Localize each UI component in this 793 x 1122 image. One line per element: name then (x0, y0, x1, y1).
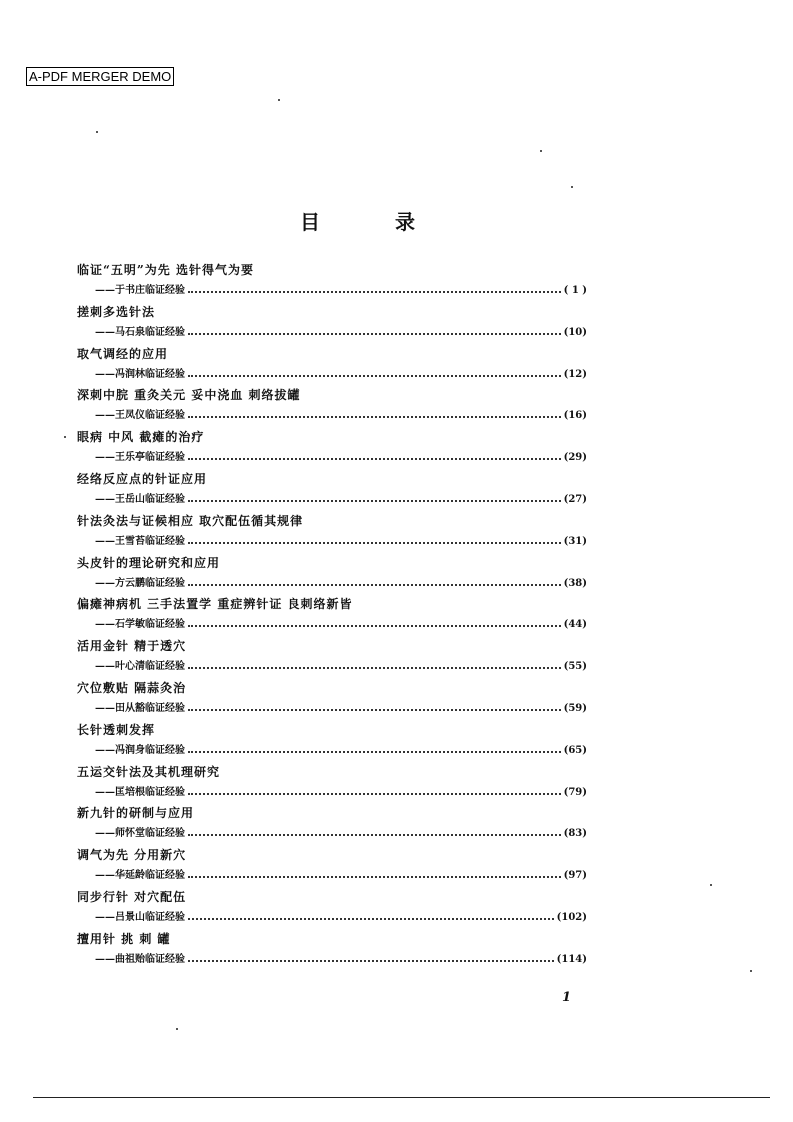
scan-speck (176, 1028, 178, 1030)
dot-leader (188, 743, 561, 753)
entry-author: ——师怀堂临证经验 (95, 828, 185, 840)
dot-leader (188, 910, 554, 920)
entry-author: ——华延龄临证经验 (95, 870, 185, 882)
entry-title: 取气调经的应用 (77, 346, 169, 361)
entry-author: ——石学敏临证经验 (95, 619, 185, 631)
entry-line (95, 576, 587, 591)
entry-title: 经络反应点的针证应用 (77, 471, 208, 486)
entry-author: ——王岳山临证经验 (95, 493, 185, 505)
footer-rule (33, 1097, 770, 1098)
toc-entry (77, 805, 587, 847)
dot-leader (188, 785, 561, 795)
entry-author: ——田从豁临证经验 (95, 702, 185, 714)
entry-title: 穴位敷贴 隔蒜灸治 (77, 680, 187, 695)
dot-leader (188, 701, 561, 711)
entry-title: 调气为先 分用新穴 (77, 848, 187, 863)
entry-author: ——吕景山临证经验 (95, 911, 185, 923)
toc-entry (77, 471, 587, 513)
entry-author: ——马石泉临证经验 (95, 326, 185, 338)
entry-author: ——王乐亭临证经验 (95, 452, 185, 464)
entry-title: 深刺中脘 重灸关元 妥中浇血 刺络拔罐 (77, 388, 301, 403)
dot-leader (188, 868, 561, 878)
entry-line (95, 450, 587, 465)
entry-author: ——冯润林临证经验 (95, 368, 185, 380)
entry-line (95, 785, 587, 800)
table-of-contents (77, 262, 587, 973)
entry-title: 擅用针 挑 刺 罐 (77, 931, 171, 946)
dot-leader (188, 576, 561, 586)
dot-leader (188, 325, 561, 335)
entry-author: ——王凤仪临证经验 (95, 410, 185, 422)
entry-title: 活用金针 精于透穴 (77, 639, 187, 654)
entry-author: ——冯润身临证经验 (95, 744, 185, 756)
dot-leader (188, 617, 561, 627)
toc-entry (77, 931, 587, 973)
toc-entry (77, 596, 587, 638)
dot-leader (188, 492, 561, 502)
entry-page-number: (27) (563, 493, 587, 505)
dot-leader (188, 952, 554, 962)
entry-page-number: (79) (563, 786, 587, 798)
entry-page-number: (97) (563, 870, 587, 882)
entry-line (95, 492, 587, 507)
entry-author: ——叶心清临证经验 (95, 661, 185, 673)
entry-page-number: (55) (563, 661, 587, 673)
page-folio: 1 (562, 990, 572, 1005)
entry-author: ——王雪苔临证经验 (95, 535, 185, 547)
dot-leader (188, 450, 561, 460)
entry-line (95, 283, 587, 298)
entry-author: ——匡培根临证经验 (95, 786, 185, 798)
toc-entry (77, 764, 587, 806)
entry-line (95, 701, 587, 716)
scan-speck (278, 99, 280, 101)
toc-entry (77, 346, 587, 388)
toc-entry (77, 304, 587, 346)
entry-page-number: (44) (563, 619, 587, 631)
entry-title: 长针透刺发挥 (77, 722, 156, 737)
entry-page-number: (29) (563, 452, 587, 464)
scan-speck (710, 884, 712, 886)
entry-author: ——曲祖贻临证经验 (95, 953, 185, 965)
entry-title: 头皮针的理论研究和应用 (77, 555, 221, 570)
scan-speck (750, 970, 752, 972)
entry-author: ——方云鹏临证经验 (95, 577, 185, 589)
entry-title: 临证“五明”为先 选针得气为要 (77, 263, 254, 277)
entry-line (95, 910, 587, 925)
page-title: 目 录 (300, 210, 449, 234)
scan-speck (571, 186, 573, 188)
entry-page-number: (59) (563, 702, 587, 714)
entry-page-number: (10) (563, 326, 587, 338)
entry-page-number: (114) (556, 953, 587, 965)
entry-title: 偏瘫神病机 三手法置学 重症辨针证 良刺络新皆 (77, 597, 353, 612)
scan-speck (64, 436, 66, 438)
toc-entry (77, 722, 587, 764)
entry-title: 眼病 中风 截瘫的治疗 (77, 430, 205, 445)
entry-line (95, 617, 587, 632)
entry-page-number: (31) (563, 535, 587, 547)
dot-leader (188, 408, 561, 418)
entry-page-number: (65) (563, 744, 587, 756)
entry-line (95, 743, 587, 758)
entry-line (95, 952, 587, 967)
entry-title: 新九针的研制与应用 (77, 806, 195, 821)
scan-speck (540, 150, 542, 152)
entry-line (95, 367, 587, 382)
toc-entry (77, 889, 587, 931)
toc-entry (77, 638, 587, 680)
dot-leader (188, 534, 561, 544)
entry-page-number: (12) (563, 368, 587, 380)
entry-page-number: (102) (556, 911, 587, 923)
entry-page-number: (38) (563, 577, 587, 589)
entry-title: 同步行针 对穴配伍 (77, 889, 187, 904)
entry-title: 五运交针法及其机理研究 (77, 764, 221, 779)
dot-leader (188, 826, 561, 836)
toc-entry (77, 429, 587, 471)
entry-author: ——于书庄临证经验 (95, 285, 185, 296)
toc-entry (77, 387, 587, 429)
toc-entry (77, 555, 587, 597)
entry-page-number: (16) (563, 410, 587, 422)
toc-entry (77, 513, 587, 555)
entry-line (95, 408, 587, 423)
entry-line (95, 826, 587, 841)
watermark-label: A-PDF MERGER DEMO (26, 67, 174, 86)
toc-entry (77, 847, 587, 889)
dot-leader (188, 367, 561, 377)
entry-line (95, 659, 587, 674)
dot-leader (188, 283, 561, 293)
entry-page-number: ( 1 ) (563, 285, 587, 296)
toc-entry (77, 680, 587, 722)
entry-line (95, 325, 587, 340)
entry-title: 针法灸法与证候相应 取穴配伍循其规律 (77, 513, 304, 528)
entry-line (95, 868, 587, 883)
scan-speck (96, 131, 98, 133)
toc-entry (77, 262, 587, 304)
entry-page-number: (83) (563, 828, 587, 840)
entry-title: 搓刺多选针法 (77, 304, 156, 319)
dot-leader (188, 659, 561, 669)
entry-line (95, 534, 587, 549)
